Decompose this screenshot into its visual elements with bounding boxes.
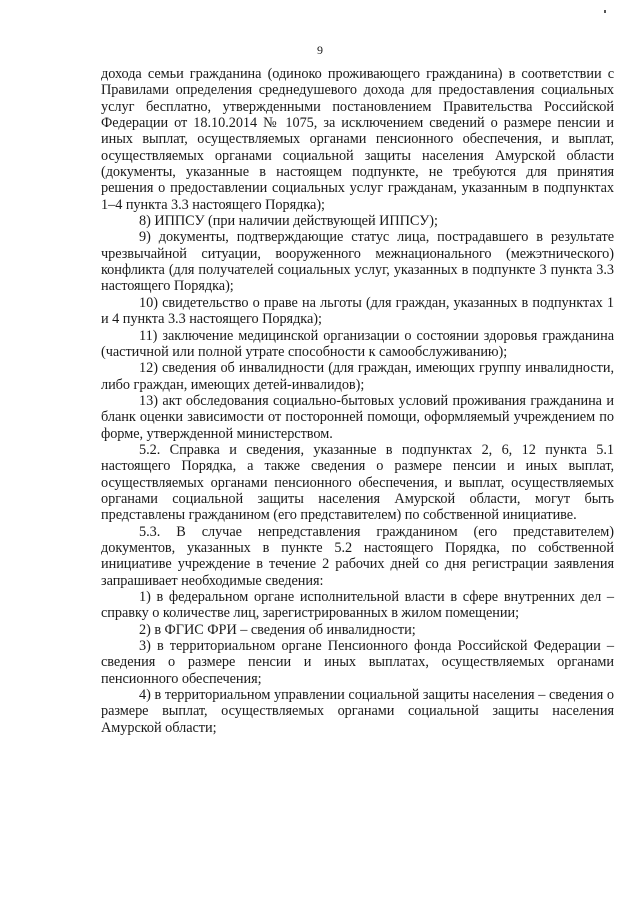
request-item-2: 2) в ФГИС ФРИ – сведения об инвалидности; bbox=[139, 621, 416, 638]
page-number: 9 bbox=[317, 43, 323, 57]
request-item-1: 1) в федеральном органе исполнительной власти в сфере внутренних дел – справку о количестве лиц, зарегистрированных в жилом помещении; bbox=[101, 589, 614, 622]
clause-5-3: 5.3. В случае непредставления гражданином (его представителем) документов, указанных в пункте 5.2 настоящего Порядка, по собственной инициативе учреждение в течение 2 рабочих дней со дня регистрации заявления запрашивает необходимые сведения: bbox=[101, 523, 614, 589]
request-item-3: 3) в территориальном органе Пенсионного фонда Российской Федерации – сведения о размере пенсии и иных выплатах, осуществляемых органами пенсионного обеспечения; bbox=[101, 638, 614, 687]
list-item-10: 10) свидетельство о праве на льготы (для граждан, указанных в подпунктах 1 и 4 пункта 3.3 настоящего Порядка); bbox=[101, 294, 614, 328]
list-item-11: 11) заключение медицинской организации о состоянии здоровья гражданина (частичной или полной утрате способности к самообслуживанию); bbox=[101, 327, 614, 360]
document-body bbox=[101, 66, 614, 736]
list-item-9: 9) документы, подтверждающие статус лица, пострадавшего в результате чрезвычайной ситуации, вооруженного межнационального (межэтнического) конфликта (для получателей социальных услуг, указанных в подпункте 3 пункта 3.3 настоящего Порядка); bbox=[101, 229, 614, 295]
paragraph-continuation: дохода семьи гражданина (одиноко проживающего гражданина) в соответствии с Правилами определения среднедушевого дохода для предоставления социальных услуг бесплатно, утвержденными постановлением Правительства Российской Федерации от 18.10.2014 № 1075, за исключением сведений о размере пенсии и иных выплат, осуществляемых органами пенсионного обеспечения, и выплат, осуществляемых органами социальной защиты населения Амурской области (документы, указанные в настоящем подпункте, не требуются для принятия решения о предоставлении социальных услуг гражданам, указанным в подпунктах 1–4 пункта 3.3 настоящего Порядка); bbox=[101, 66, 614, 213]
clause-5-2: 5.2. Справка и сведения, указанные в подпунктах 2, 6, 12 пункта 5.1 настоящего Порядка, а также сведения о размере пенсии и иных выплат, осуществляемых органами пенсионного обеспечения, и выплат, осуществляемых органами социальной защиты населения Амурской области, могут быть представлены гражданином (его представителем) по собственной инициативе. bbox=[101, 441, 614, 524]
list-item-12: 12) сведения об инвалидности (для граждан, имеющих группу инвалидности, либо граждан, имеющих детей-инвалидов); bbox=[101, 360, 614, 393]
list-item-13: 13) акт обследования социально-бытовых условий проживания гражданина и бланк оценки зависимости от посторонней помощи, оформляемый учреждением по форме, утвержденной министерством. bbox=[101, 392, 614, 442]
list-item-8: 8) ИППСУ (при наличии действующей ИППСУ); bbox=[139, 213, 438, 230]
scan-artifact bbox=[604, 10, 606, 13]
request-item-4: 4) в территориальном управлении социальной защиты населения – сведения о размере выплат, осуществляемых органами социальной защиты населения Амурской области; bbox=[101, 687, 614, 736]
